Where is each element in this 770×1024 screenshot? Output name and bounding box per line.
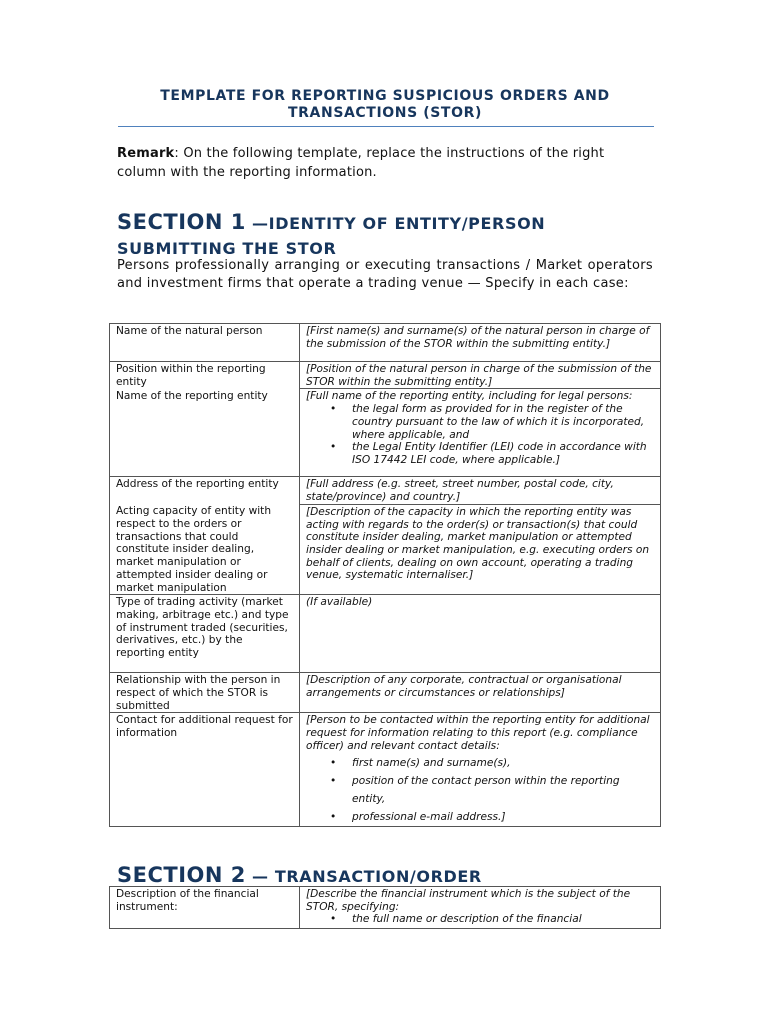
section-1-number: SECTION 1 <box>117 210 246 234</box>
list-item: • the full name or description of the financial <box>330 913 582 926</box>
table-row <box>110 595 661 673</box>
row-instruction-text: [Full name of the reporting entity, including for legal persons: <box>306 390 633 403</box>
title-divider <box>118 126 654 127</box>
row-instruction <box>300 389 661 477</box>
list-item: • first name(s) and surname(s), <box>352 754 654 772</box>
bullet-icon: • <box>330 775 337 788</box>
row-label: Position within the reporting entity <box>110 362 300 389</box>
row-instruction: (If available) <box>300 595 661 673</box>
table-row <box>110 324 661 362</box>
row-label: Contact for additional request for information <box>110 713 300 827</box>
table-row <box>110 504 661 594</box>
row-label: Name of the natural person <box>110 324 300 362</box>
row-instruction <box>300 887 661 929</box>
table-row <box>110 887 661 929</box>
table-row <box>110 389 661 477</box>
transaction-order-table <box>109 886 661 929</box>
row-label: Address of the reporting entity <box>110 477 300 504</box>
remark-text: : On the following template, replace the instructions of the right column with the reporting information. <box>117 146 605 180</box>
row-instruction-text: [Describe the financial instrument which is the subject of the STOR, specifying: <box>306 888 631 913</box>
row-instruction: [Description of the capacity in which the reporting entity was acting with regards to the order(s) or transaction(s) that could constitute insider dealing, market manipulation or attempted insider dealing or market manipulation, e.g. executing orders on behalf of clients, dealing on own account, operating a trading venue, systematic internaliser.] <box>300 504 661 594</box>
list-item: • professional e-mail address.] <box>352 808 654 826</box>
section-2-title: — TRANSACTION/ORDER <box>245 867 482 886</box>
row-instruction <box>300 713 661 827</box>
bullet-icon: • <box>330 757 337 770</box>
remark-label: Remark <box>117 146 175 161</box>
table-row <box>110 362 661 389</box>
row-label: Name of the reporting entity <box>110 389 300 477</box>
list-item: • the Legal Entity Identifier (LEI) code in accordance with ISO 17442 LEI code, where applicable.] <box>330 441 647 466</box>
list-item: • position of the contact person within the reporting entity, <box>352 772 654 808</box>
bullet-icon: • <box>330 811 337 824</box>
list-item: • the legal form as provided for in the register of the country pursuant to the law of which it is incorporated, where applicable, and <box>330 403 645 441</box>
row-instruction: [Position of the natural person in charge of the submission of the STOR within the submitting entity.] <box>300 362 661 389</box>
bullet-icon: • <box>330 403 337 416</box>
bullet-icon: • <box>330 913 337 926</box>
row-instruction: [First name(s) and surname(s) of the natural person in charge of the submission of the STOR within the submitting entity.] <box>300 324 661 362</box>
table-row <box>110 713 661 827</box>
bullet-list <box>306 403 654 467</box>
section-1-title: —IDENTITY OF ENTITY/PERSON SUBMITTING THE STOR <box>117 214 546 258</box>
document-title: TEMPLATE FOR REPORTING SUSPICIOUS ORDERS AND TRANSACTIONS (STOR) <box>160 88 610 121</box>
table-row <box>110 477 661 504</box>
row-instruction: [Description of any corporate, contractual or organisational arrangements or circumstances or relationships] <box>300 673 661 713</box>
bullet-list <box>306 913 654 926</box>
section-1-heading <box>117 210 657 261</box>
row-instruction: [Full address (e.g. street, street number, postal code, city, state/province) and country.] <box>300 477 661 504</box>
table-row <box>110 673 661 713</box>
row-label: Description of the financial instrument: <box>110 887 300 929</box>
section-1-intro: Persons professionally arranging or executing transactions / Market operators and investment firms that operate a trading venue — Specify in each case: <box>117 258 653 291</box>
entity-identity-table <box>109 323 661 827</box>
row-label: Acting capacity of entity with respect to the orders or transactions that could constitute insider dealing, market manipulation or attempted insider dealing or market manipulation <box>110 504 300 594</box>
row-label: Relationship with the person in respect of which the STOR is submitted <box>110 673 300 713</box>
bullet-icon: • <box>330 441 337 454</box>
row-instruction-text: [Person to be contacted within the reporting entity for additional request for information relating to this report (e.g. compliance officer) and relevant contact details: <box>306 714 650 752</box>
bullet-list <box>306 754 654 826</box>
remark-paragraph <box>117 144 657 182</box>
section-2-number: SECTION 2 <box>117 863 246 887</box>
row-label: Type of trading activity (market making, arbitrage etc.) and type of instrument traded (securities, derivatives, etc.) by the reporting entity <box>110 595 300 673</box>
